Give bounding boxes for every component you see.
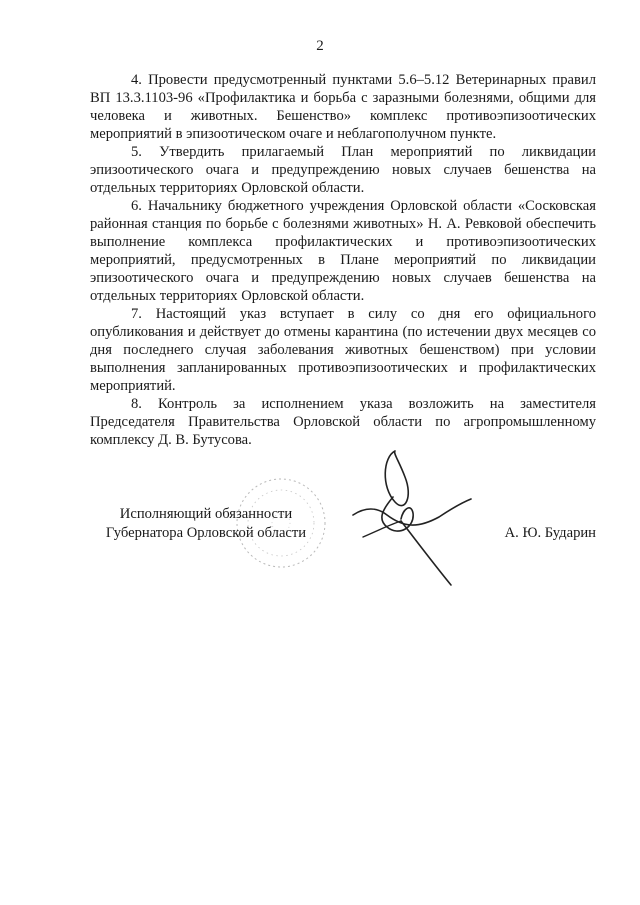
paragraph-7: 7. Настоящий указ вступает в силу со дня его официального опубликования и действует до отмены карантина (по истечении двух месяцев со дня последнего случая заболевания животных бешенством) при условии выполнения запланированных противоэпизоотических и профилактических мероприятий. — [90, 306, 596, 394]
paragraph-5: 5. Утвердить прилагаемый План мероприятий по ликвидации эпизоотического очага и предупреждению новых случаев бешенства на отдельных территориях Орловской области. — [90, 144, 596, 196]
paragraph-6: 6. Начальнику бюджетного учреждения Орловской области «Сосковская районная станция по борьбе с болезнями животных» Н. А. Ревковой обеспечить выполнение комплекса профилактических и противоэпизоотических мероприятий, предусмотренных в Плане мероприятий по ликвидации эпизоотического очага и предупреждению новых случаев бешенства на отдельных территориях Орловской области. — [90, 198, 596, 304]
signatory-title-line-2: Губернатора Орловской области — [105, 525, 307, 541]
signatory-title — [90, 505, 322, 543]
handwritten-signature — [343, 447, 483, 592]
paragraph-4: 4. Провести предусмотренный пунктами 5.6–5.12 Ветеринарных правил ВП 13.3.1103-96 «Профилактика и борьба с заразными болезнями, общими для человека и животных. Бешенство» комплекс противоэпизоотических мероприятий в эпизоотическом очаге и неблагополучном пункте. — [90, 72, 596, 142]
document-body — [90, 71, 596, 449]
page-number: 2 — [316, 38, 324, 54]
paragraph-8: 8. Контроль за исполнением указа возложить на заместителя Председателя Правительства Орловской области по агропромышленному комплексу Д. В. Бутусова. — [90, 396, 596, 448]
signatory-title-line-1: Исполняющий обязанности — [119, 506, 293, 522]
signatory-name: А. Ю. Бударин — [504, 525, 596, 541]
